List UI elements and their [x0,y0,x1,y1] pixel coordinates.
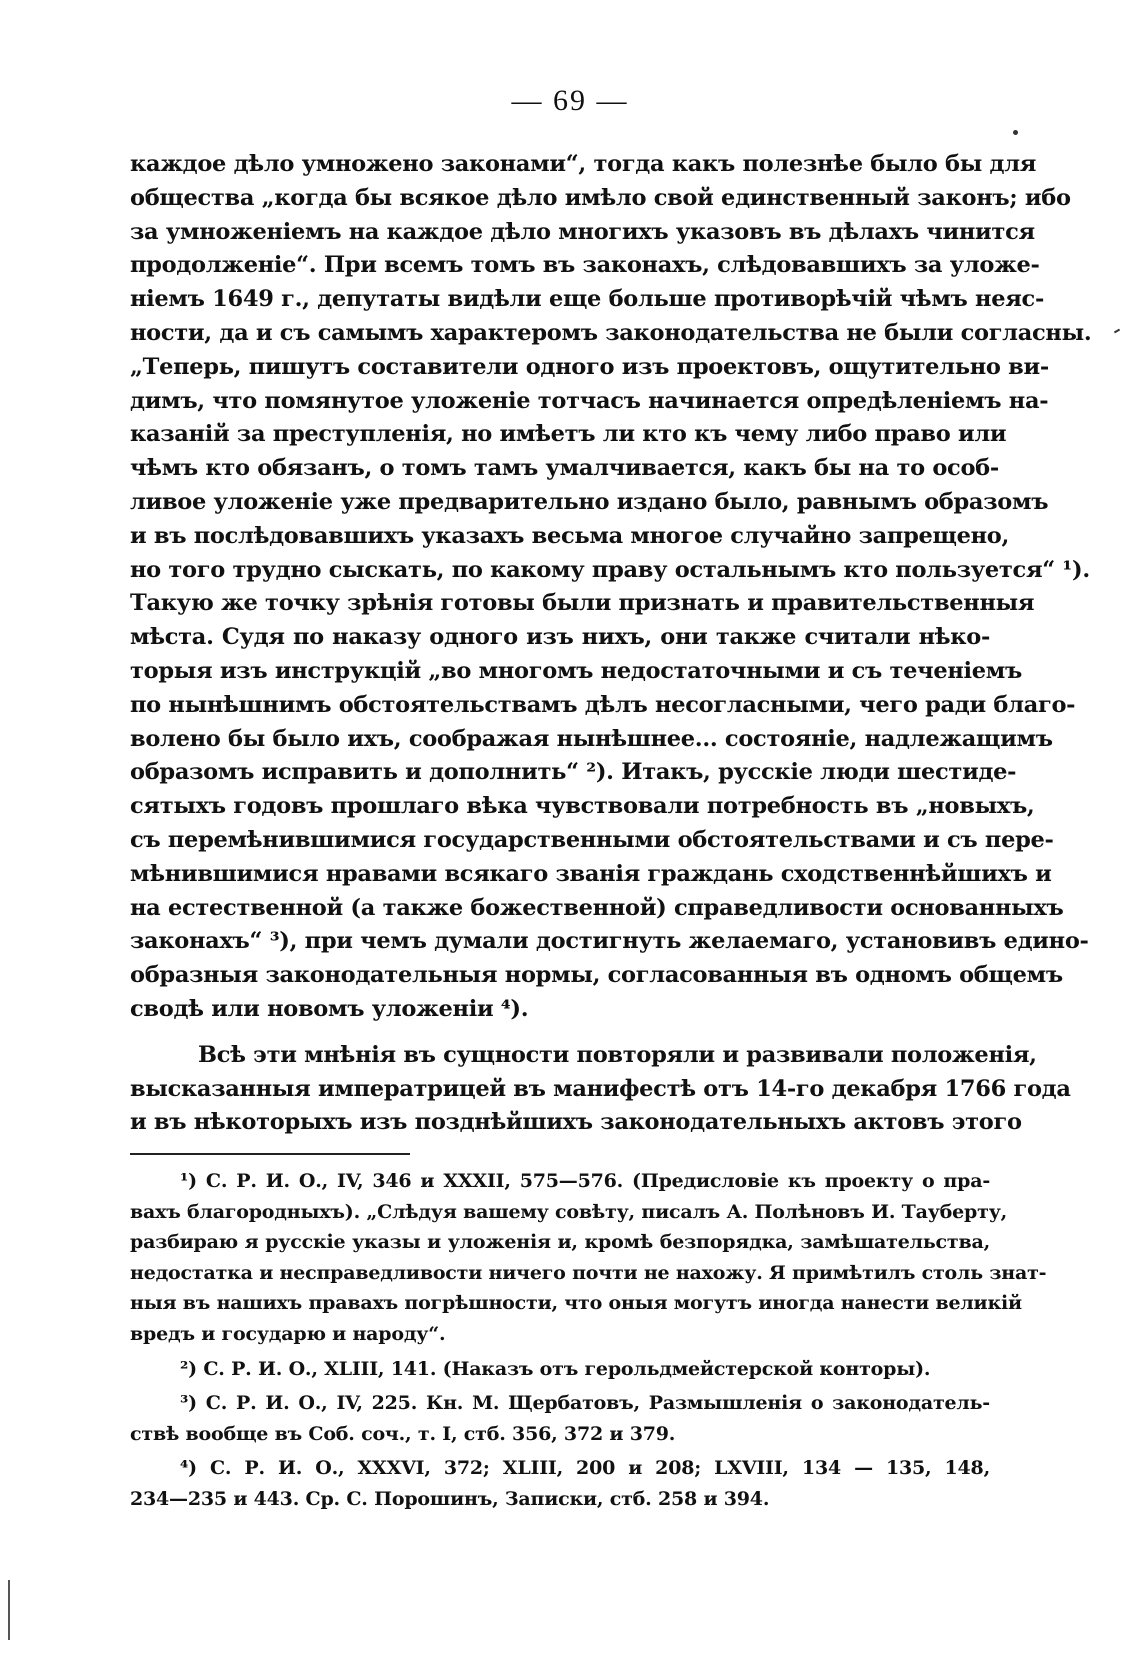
text-line: за умноженіемъ на каждое дѣло многихъ указовъ въ дѣлахъ чинится [130,218,1035,245]
text-line: димъ, что помянутое уложеніе тотчасъ начинается опредѣленіемъ на- [130,387,1049,414]
text-line: ніемъ 1649 г., депутаты видѣли еще больше противорѣчій чѣмъ неяс- [130,286,1044,313]
footnote-line: вахъ благородныхъ). „Слѣдуя вашему совѣту, писалъ А. Полѣновъ И. Тауберту, [130,1200,1008,1223]
footnote-line: разбираю я русскіе указы и уложенія и, кромѣ безпорядка, замѣшательства, [130,1231,990,1254]
margin-line [8,1580,10,1640]
text-line: образныя законодательныя нормы, согласованныя въ одномъ общемъ [130,962,1063,989]
footnote-line: ³) С. Р. И. О., IV, 225. Кн. М. Щербатовъ, Размышленія о законодатель- [180,1392,990,1415]
text-line: Такую же точку зрѣнія готовы были признать и правительственныя [130,590,1035,617]
scan-speck [1114,329,1120,334]
text-line: на естественной (а также божественной) справедливости основанныхъ [130,894,1064,921]
text-line: но того трудно сыскать, по какому праву остальнымъ кто пользуется“ ¹). [130,556,1090,583]
main-text [130,148,1092,1140]
text-line: по нынѣшнимъ обстоятельствамъ дѣлъ несогласными, чего ради благо- [130,691,1076,718]
scan-speck [1013,130,1018,135]
text-line: высказанныя императрицей въ манифестѣ отъ 14-го декабря 1766 года [130,1075,1071,1102]
text-line: законахъ“ ³), при чемъ думали достигнуть желаемаго, установивъ едино- [130,928,1089,955]
text-line: и въ послѣдовавшихъ указахъ весьма многое случайно запрещено, [130,522,1009,549]
text-line: мѣнившимися нравами всякаго званія граждань сходственнѣйшихъ и [130,860,1052,887]
footnote-line: вредъ и государю и народу“. [130,1322,446,1345]
footnote-line: 234—235 и 443. Ср. С. Порошинъ, Записки, стб. 258 и 394. [130,1487,770,1510]
text-line: и въ нѣкоторыхъ изъ позднѣйшихъ законодательныхъ актовъ этого [130,1109,1022,1136]
text-line: казаній за преступленія, но имѣетъ ли кто къ чему либо право или [130,421,1007,448]
text-line: волено бы было ихъ, соображая нынѣшнее... состояніе, надлежащимъ [130,725,1053,752]
page-number: — 69 — [511,84,629,117]
footnote-line: ¹) С. Р. И. О., IV, 346 и XXXII, 575—576. (Предисловіе къ проекту о пра- [180,1170,990,1192]
footnote-line: недостатка и несправедливости ничего почти не нахожу. Я примѣтилъ столь знат- [130,1261,1047,1284]
text-line: чѣмъ кто обязанъ, о томъ тамъ умалчивается, какъ бы на то особ- [130,455,999,482]
text-line: образомъ исправить и дополнить“ ²). Итакъ, русскіе люди шестиде- [130,759,1017,786]
text-line: торыя изъ инструкцій „во многомъ недостаточными и съ теченіемъ [130,657,1022,684]
text-line: общества „когда бы всякое дѣло имѣло свой единственный законъ; ибо [130,184,1071,211]
footnote-divider [130,1153,410,1155]
text-line: сятыхъ годовъ прошлаго вѣка чувствовали потребность въ „новыхъ, [130,793,1035,820]
footnotes [130,1166,1047,1515]
text-line: „Теперь, пишутъ составители одного изъ проектовъ, ощутительно ви- [130,353,1049,380]
footnote-line: ствѣ вообще въ Соб. соч., т. I, стб. 356, 372 и 379. [130,1422,676,1445]
text-line: каждое дѣло умножено законами“, тогда какъ полезнѣе было бы для [130,151,1037,177]
text-line: мѣста. Судя по наказу одного изъ нихъ, они также считали нѣко- [130,624,990,651]
text-line: ности, да и съ самымъ характеромъ законодательства не были согласны. [130,319,1092,346]
footnote-line: ныя въ нашихъ правахъ погрѣшности, что оныя могутъ иногда нанести великій [130,1292,1022,1315]
text-line: продолженіе“. При всемъ томъ въ законахъ, слѣдовавшихъ за уложе- [130,252,1040,279]
footnote-line: ⁴) С. Р. И. О., XXXVI, 372; XLIII, 200 и 208; LXVIII, 134 — 135, 148, [180,1457,990,1480]
text-line: Всѣ эти мнѣнія въ сущности повторяли и развивали положенія, [198,1041,1037,1068]
text-line: ливое уложеніе уже предварительно издано было, равнымъ образомъ [130,488,1049,515]
text-line: сводѣ или новомъ уложеніи ⁴). [130,995,529,1022]
footnote-line: ²) С. Р. И. О., XLIII, 141. (Наказъ отъ герольдмейстерской конторы). [180,1357,931,1380]
text-line: съ перемѣнившимися государственными обстоятельствами и съ пере- [130,826,1054,853]
